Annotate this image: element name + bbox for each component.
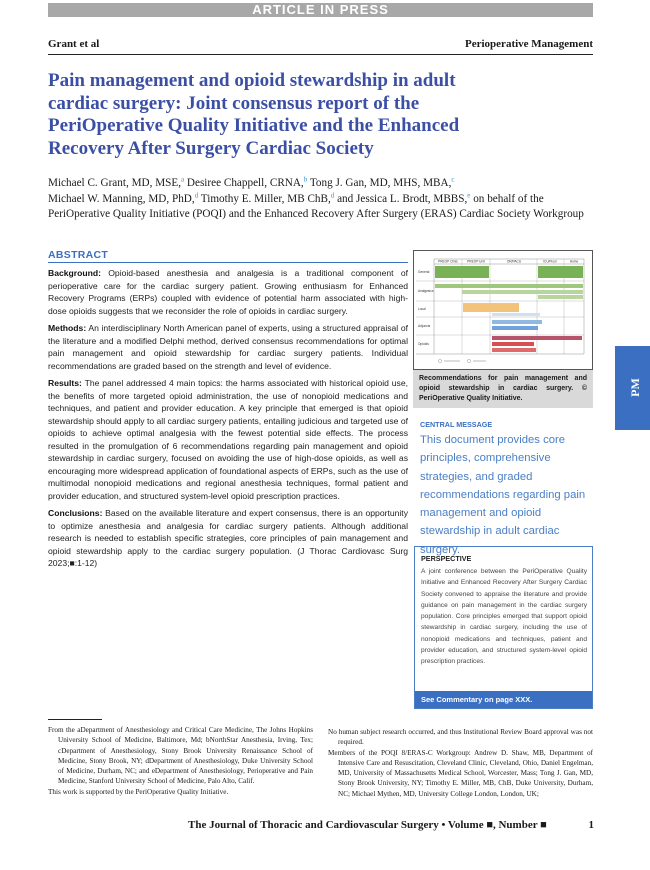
figure-bar-red bbox=[492, 342, 534, 346]
figure-row-label: Opioids bbox=[418, 342, 429, 346]
affiliation-marker[interactable]: e bbox=[467, 190, 471, 199]
irb-text: No human subject research occurred, and thus Institutional Review Board approval was not required. bbox=[328, 728, 593, 747]
figure-bar-blue bbox=[492, 320, 542, 324]
author-name: Michael W. Manning, MD, PhD, bbox=[48, 192, 195, 205]
methods-label: Methods: bbox=[48, 323, 87, 333]
figure-bar-orange bbox=[463, 303, 519, 312]
article-in-press-banner: ARTICLE IN PRESS bbox=[48, 3, 593, 17]
background-label: Background: bbox=[48, 268, 101, 278]
author-name: Timothy E. Miller, MB ChB, bbox=[198, 192, 331, 205]
abstract-results bbox=[48, 377, 408, 502]
abstract-heading: ABSTRACT bbox=[48, 249, 109, 261]
background-text: Opioid-based anesthesia and analgesia is a traditional component of perioperative care for the cardiac surgery patient. Growing enthusiasm for Enhanced Recovery Programs (ERPs) coupled with evidence of potential harm associated with high-dose opioids suggests that we reconsider the role of opioids in cardiac surgery. bbox=[48, 268, 408, 316]
conclusions-label: Conclusions: bbox=[48, 508, 103, 518]
conclusions-text: Based on the available literature and expert consensus, there is an opportunity to optimize anesthesia and analgesia for cardiac surgery patients. Although additional research is needed to establish specific strategies, core principles of pain management and opioid stewardship apply to the cardiac surgery population. (J Thorac Cardiovasc Surg 2023;■:1-12) bbox=[48, 508, 408, 568]
figure-bar-green bbox=[435, 284, 583, 288]
affiliation-marker[interactable]: b bbox=[303, 175, 308, 184]
author-name: Desiree Chappell, CRNA, bbox=[184, 177, 304, 189]
header-rule bbox=[48, 54, 593, 55]
figure-row-label: Adjuncts bbox=[418, 324, 431, 328]
journal-citation: The Journal of Thoracic and Cardiovascular Surgery • Volume ■, Number ■ bbox=[188, 819, 547, 831]
figure-bar-green bbox=[538, 295, 583, 299]
figure-bar-green bbox=[435, 266, 489, 278]
abstract-methods bbox=[48, 322, 408, 372]
affiliation-marker[interactable]: d bbox=[194, 190, 199, 199]
figure-row-label: General bbox=[418, 270, 430, 274]
page-number: 1 bbox=[588, 819, 594, 831]
figure-col-label: PREOP Clinic bbox=[438, 259, 458, 264]
affiliation-marker[interactable]: d bbox=[330, 190, 335, 199]
figure-row-label: Local bbox=[418, 307, 426, 311]
figure-bar-red bbox=[492, 348, 536, 352]
section-side-tab bbox=[615, 346, 650, 430]
affiliation-marker[interactable]: c bbox=[451, 175, 455, 184]
abstract-body bbox=[48, 267, 408, 575]
funding-text: This work is supported by the PeriOperative Quality Initiative. bbox=[48, 787, 229, 796]
author-name: Tong J. Gan, MD, MHS, MBA, bbox=[307, 177, 452, 189]
workgroup-footnote bbox=[328, 727, 593, 799]
author-name: Michael C. Grant, MD, MSE, bbox=[48, 177, 181, 189]
results-text: The panel addressed 4 main topics: the harms associated with historical opioid use, the benefits of more targeted opioid administration, the use of nonopioid medications and techniques, and patient and provider education. A key principle that emerged is that opioid stewardship should apply to all cardiac surgery patients, entailing judicious and targeted use of opioids to achieve optimal analgesia with the fewest potential side effects. The process resulted in the promulgation of 6 recommendations regarding pain management and opioid stewardship in cardiac surgery, focused on avoiding the use of high-dose opioids, as well as encouraging more widespread application of foundational aspects of ERPs, such as the use of multimodal nonopioid medications and regional anesthesia techniques, formal patient and provider education, and structured system-level opioid prescription practices. bbox=[48, 378, 408, 501]
author-name: and Jessica L. Brodt, MBBS, bbox=[334, 192, 468, 205]
running-head-authors: Grant et al bbox=[48, 38, 100, 50]
results-label: Results: bbox=[48, 378, 82, 388]
perspective-box bbox=[414, 546, 593, 709]
affiliations-text: From the aDepartment of Anesthesiology and Critical Care Medicine, The Johns Hopkins University School of Medicine, Baltimore, Md; bNorthStar Anesthesia, Irving, Tex; cDepartment of Anesthesiology, Stony Brook University Renaissance School of Medicine, Stony Brook, NY; dDepartment of Anesthesiology, Duke University School of Medicine, Durham, NC; and eDepartment of Anesthesiology, Perioperative and Pain Medicine, Stanford University School of Medicine, Palo Alto, Calif. bbox=[48, 726, 313, 786]
abstract-conclusions bbox=[48, 507, 408, 570]
figure-row-label: Analgesics bbox=[418, 289, 434, 293]
article-title: Pain management and opioid stewardship in adult cardiac surgery: Joint consensus report of the PeriOperative Quality Initiative and the Enhanced Recovery After Surgery Cardiac Society bbox=[48, 70, 460, 159]
figure-bar-blue bbox=[492, 313, 540, 316]
central-message-heading: CENTRAL MESSAGE bbox=[420, 420, 493, 429]
recommendations-timeline-figure bbox=[414, 251, 592, 369]
affiliation-marker[interactable]: a bbox=[181, 175, 185, 184]
figure-col-label: Home bbox=[569, 259, 579, 264]
page-footer bbox=[188, 819, 594, 831]
figure-caption: Recommendations for pain management and opioid stewardship in cardiac surgery. © PeriOperative Quality Initiative. bbox=[413, 370, 593, 408]
perspective-text: A joint conference between the PeriOperative Quality Initiative and Enhanced Recovery After Surgery Cardiac Society convened to appraise the literature and provide guidance on pain management in the cardiac surgery population. Core principles emerged that support opioid stewardship in cardiac surgery, including the use of nonopioid medications and techniques, patient and provider education, and structured system-level opioid prescription practices. bbox=[421, 568, 587, 666]
author-list bbox=[48, 176, 593, 223]
abstract-rule bbox=[48, 262, 408, 263]
abstract-background bbox=[48, 267, 408, 317]
affiliations-footnote bbox=[48, 725, 313, 797]
figure-bar-green bbox=[462, 290, 583, 294]
central-figure[interactable] bbox=[413, 250, 593, 370]
perspective-heading: PERSPECTIVE bbox=[421, 554, 472, 563]
commentary-link[interactable]: See Commentary on page XXX. bbox=[415, 691, 592, 708]
side-tab-label: PM bbox=[627, 378, 642, 397]
workgroup-members-text: Members of the POQI 8/ERAS-C Workgroup: Andrew D. Shaw, MB, Department of Intensive Care and Resuscitation, Cleveland Clinic, Cleveland, Ohio, Daniel Engelman, MD, University of Massachusetts Medical School, Worcester, Mass; Tong J. Gan, MD, Stony Brook University, NY; Timothy E. Miller, MB, ChB, Duke University, Durham, NC; Michael Mythen, MD, University College London, London, UK; bbox=[328, 748, 593, 798]
figure-col-label: PREOP Unit bbox=[467, 259, 485, 264]
running-head-section: Perioperative Management bbox=[465, 38, 593, 50]
figure-bar-blue bbox=[492, 326, 538, 330]
central-message-text: This document provides core principles, comprehensive strategies, and graded recommendations regarding pain management and opioid stewardship in adult cardiac surgery. bbox=[420, 434, 586, 556]
figure-col-label: OR/PACU bbox=[506, 259, 522, 264]
footnote-rule bbox=[48, 719, 102, 720]
figure-bar-red bbox=[492, 336, 582, 340]
author-group: on behalf of the PeriOperative Quality Initiative (POQI) and the Enhanced Recovery After Surgery (ERAS) Cardiac Society Workgroup bbox=[48, 192, 584, 220]
figure-bar-green bbox=[538, 266, 583, 278]
figure-col-label: ICU/Floor bbox=[543, 259, 557, 264]
methods-text: An interdisciplinary North American panel of experts, using a structured appraisal of the literature and a modified Delphi method, derived consensus recommendations for optimal pain management and opioid stewardship for cardiac surgery patients. Individual recommendations are graded based on the strength and level of evidence. bbox=[48, 323, 408, 371]
